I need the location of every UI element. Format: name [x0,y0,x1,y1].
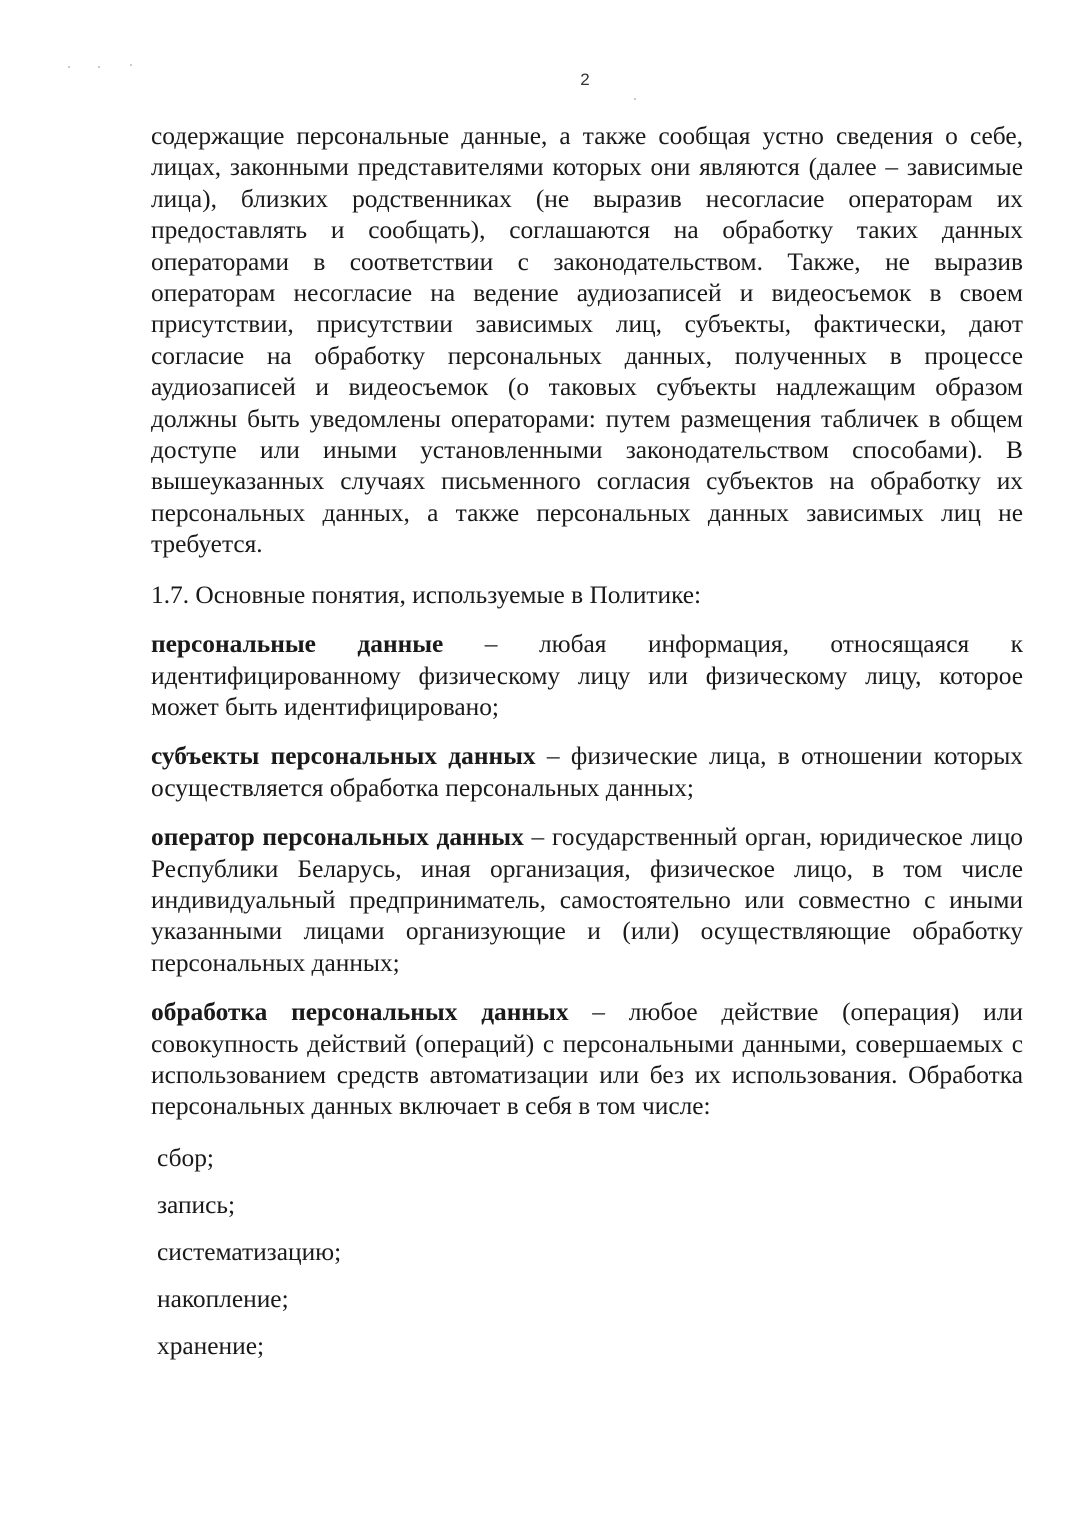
definition-data-subjects [151,741,1023,804]
intro-paragraph: содержащие персональные данные, а также сообщая устно сведения о себе, лицах, законными представителями которых они являются (далее – зависимые лица), близких родственниках (не выразив несогласие операторам их предоставлять и сообщать), соглашаются на обработку таких данных операторами в соответствии с законодательством. Также, не выразив операторам несогласие на ведение аудиозаписей и видеосъемок в своем присутствии, присутствии зависимых лиц, субъекты, фактически, дают согласие на обработку персональных данных, полученных в процессе аудиозаписей и видеосъемок (о таковых субъекты надлежащим образом должны быть уведомлены операторами: путем размещения табличек в общем доступе или иными установленными законодательством способами). В вышеуказанных случаях письменного согласия субъектов на обработку их персональных данных, а также персональных данных зависимых лиц не требуется. [151,122,1023,559]
definition-data-operator [151,822,1023,979]
list-item: хранение; [157,1331,265,1360]
scan-speck [68,66,70,68]
definition-text: – любая информация, относящаяся к идентифицированному физическому лицу или физическому лицу, которое может быть идентифицировано; [151,630,1024,721]
scan-speck [130,64,132,66]
definition-personal-data [151,629,1023,723]
document-body [151,121,1023,1378]
definition-term: субъекты персональных данных [151,742,536,771]
definition-term: персональные данные [151,630,444,659]
scan-speck [98,66,100,68]
processing-actions-list [157,1143,1023,1362]
list-item: накопление; [157,1284,289,1313]
section-heading: 1.7. Основные понятия, используемые в Политике: [151,580,702,609]
list-item: сбор; [157,1143,214,1172]
definition-data-processing [151,997,1023,1123]
definition-text: – государственный орган, юридическое лицо Республики Беларусь, иная организация, физическое лицо, в том числе индивидуальный предприниматель, самостоятельно или совместно с иными указанными лицами организующие и (или) осуществляющие обработку персональных данных; [151,823,1024,977]
definition-term: оператор персональных данных [151,823,524,852]
list-item: систематизацию; [157,1237,342,1266]
definition-term: обработка персональных данных [151,998,569,1027]
definition-text: – физические лица, в отношении которых осуществляется обработка персональных данных; [151,742,1023,802]
definition-text: – любое действие (операция) или совокупность действий (операций) с персональными данными, совершаемых с использованием средств автоматизации или без их использования. Обработка персональных данных включает в себя в том числе: [151,998,1023,1121]
list-item: запись; [157,1190,236,1219]
page-number: 2 [580,70,590,89]
scan-speck [634,98,636,100]
